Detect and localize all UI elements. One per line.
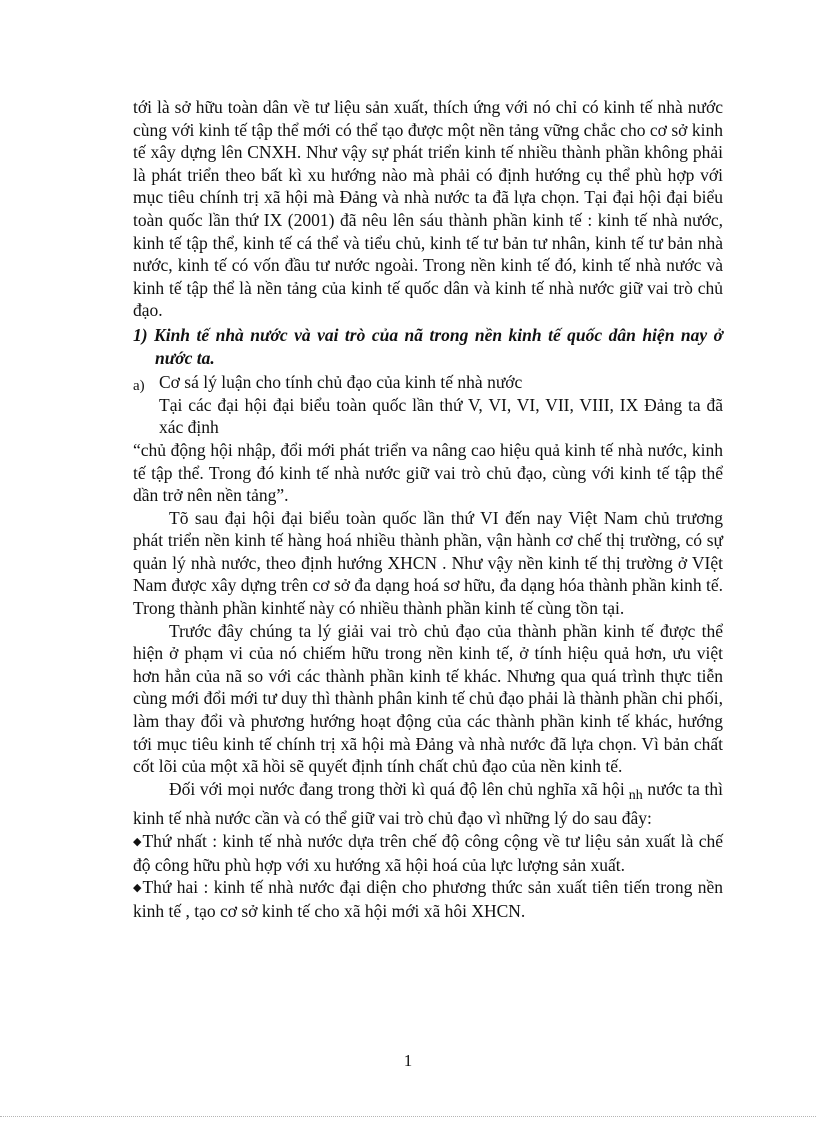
quote-paragraph: “chủ động hội nhập, đổi mới phát triển va nâng cao hiệu quả kinh tế nhà nước, kinh tế tập thể. Trong đó kinh tế nhà nước giữ vai trò chủ đạo, cùng với kinh tế tập thể dần trở nên nền tảng”. (133, 439, 723, 506)
paragraph-reasons-end: nước ta thì kinh tế nhà nước cần và có thể giữ vai trò chủ đạo vì những lý do sau đây: (133, 778, 723, 829)
document-body (133, 96, 723, 922)
subsection-title: Cơ sá lý luận cho tính chủ đạo của kinh tế nhà nước (159, 372, 523, 393)
diamond-bullet-icon: ◆ (133, 836, 142, 848)
bullet-text: Thứ hai : kinh tế nhà nước đại diện cho phương thức sản xuất tiên tiến trong nền kinh tế , tạo cơ sở kinh tế cho xã hội mới xã hôi XHCN. (133, 877, 723, 921)
paragraph-reasons-start: Đối với mọi nước đang trong thời kì quá độ lên chủ nghĩa xã hội (169, 778, 625, 799)
intro-paragraph: tới là sở hữu toàn dân về tư liệu sản xuất, thích ứng với nó chỉ có kinh tế nhà nước cùng với kinh tế tập thể mới có thể tạo được một nền tảng vững chắc cho cơ sở kinh tế xây dựng lên CNXH. Như vậy sự phát triển kinh tế nhiều thành phần không phải là phát triển theo bất kì xu hướng nào mà phải có định hướng cụ thể phù hợp với mục tiêu chính trị xã hội mà Đảng và nhà nước ta đã lựa chọn. Tại đại hội đại biểu toàn quốc lần thứ IX (2001) đã nêu lên sáu thành phần kinh tế : kinh tế nhà nước, kinh tế tập thể, kinh tế cá thể và tiểu chủ, kinh tế tư bản tư nhân, kinh tế tư bản nhà nước, kinh tế có vốn đầu tư nước ngoài. Trong nền kinh tế đó, kinh tế nhà nước và kinh tế tập thể là nền tảng của kinh tế quốc dân và kinh tế nhà nước giữ vai trò chủ đạo. (133, 97, 723, 321)
stray-text: nh (628, 787, 643, 803)
bullet-item-second (133, 876, 723, 922)
subsection-a (133, 371, 723, 394)
paragraph-leading-role: Trước đây chúng ta lý giải vai trò chủ đạo của thành phần kinh tế được thể hiện ở phạm vi của nó chiếm hữu trong nền kinh tế, ở tính hiệu quả hơn, ưu việt hơn hẳn của nã so với các thành phần kinh tế khác. Nhưng qua quá trình thực tiễn cùng mới đổi mới tư duy thì thành phân kinh tế chủ đạo phải là thành phần chi phối, làm thay đổi và phương hướng hoạt động của các thành phần kinh tế khác, hướng tới mục tiêu kinh tế chính trị xã hội mà Đảng và nhà nước đã lựa chọn. Vì bản chất cốt lõi của một xã hồi sẽ quyết định tính chất chủ đạo của nền kinh tế. (133, 620, 723, 777)
bullet-item-first (133, 830, 723, 876)
page-number: 1 (403, 1051, 413, 1070)
page-bottom-border (0, 1116, 816, 1117)
section-heading: 1) Kinh tế nhà nước và vai trò của nã trong nền kinh tế quốc dân hiện nay ở nước ta. (133, 324, 723, 368)
subsection-body: Tại các đại hội đại biểu toàn quốc lần thứ V, VI, VI, VII, VIII, IX Đảng ta đã xác định (159, 394, 723, 438)
paragraph-reasons (133, 778, 723, 830)
diamond-bullet-icon: ◆ (133, 882, 142, 895)
bullet-text: Thứ nhất : kinh tế nhà nước dựa trên chế độ công cộng về tư liệu sản xuất là chế độ công hữu phù hợp với xu hướng xã hội hoá của lực lượng sản xuất. (133, 831, 723, 875)
subsection-label: a) (133, 378, 145, 395)
paragraph-reform: Tõ sau đại hội đại biểu toàn quốc lần thứ VI đến nay Việt Nam chủ trương phát triển nền kinh tế hàng hoá nhiều thành phần, vận hành cơ chế thị trường, có sự quản lý nhà nước, theo định hướng XHCN . Như vậy nền kinh tế thị trường ở VIệt Nam được xây dựng trên cơ sở đa dạng hoá sơ hữu, đa dạng hóa thành phần kinh tế. Trong thành phần kinhtế này có nhiều thành phần kinh tế cùng tồn tại. (133, 507, 723, 619)
